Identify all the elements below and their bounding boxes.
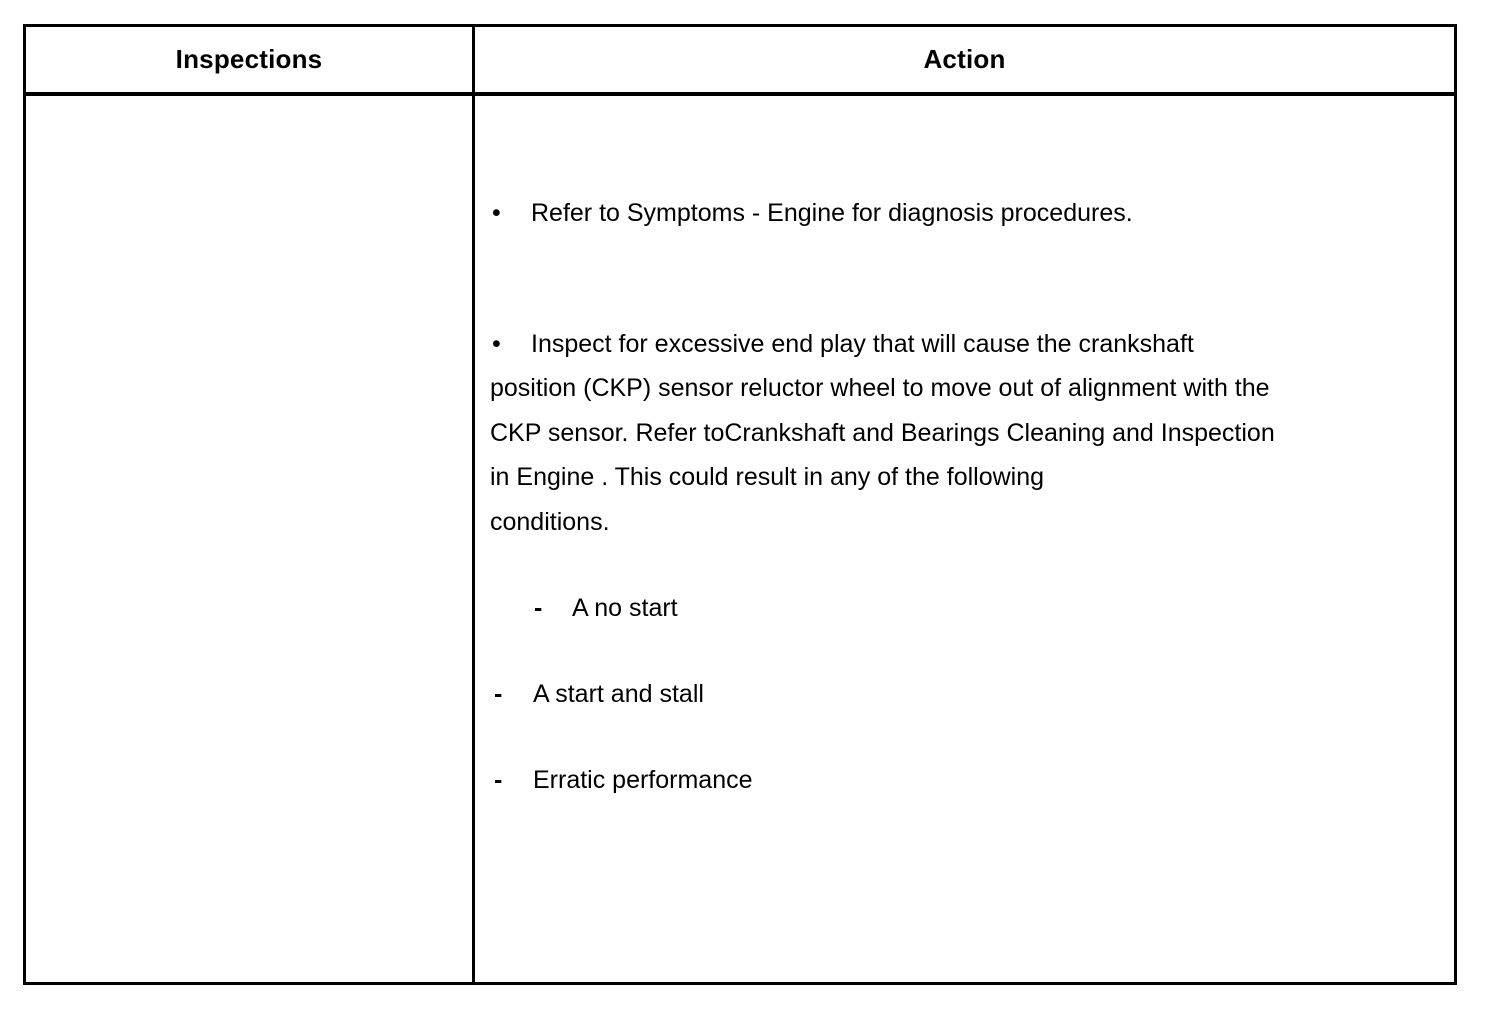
bullet-icon: •	[492, 330, 501, 358]
action-item-2-line-5: conditions.	[490, 508, 610, 536]
dash-icon: -	[494, 680, 503, 708]
table-frame	[23, 24, 1457, 985]
header-divider	[23, 92, 1457, 96]
condition-item: A no start	[572, 594, 678, 622]
dash-icon: -	[494, 766, 503, 794]
condition-item: Erratic performance	[533, 766, 753, 794]
header-inspections: Inspections	[175, 44, 323, 74]
action-item-2-line-3: CKP sensor. Refer toCrankshaft and Bearings Cleaning and Inspection	[490, 419, 1275, 447]
action-item-2-line-4: in Engine . This could result in any of the following	[490, 463, 1045, 491]
action-item-2-line-1: Inspect for excessive end play that will cause the crankshaft	[531, 330, 1194, 358]
dash-icon: -	[534, 594, 543, 622]
condition-item: A start and stall	[533, 680, 704, 708]
bullet-icon: •	[492, 199, 501, 227]
header-action: Action	[923, 44, 1006, 74]
column-divider	[472, 24, 475, 985]
action-item-2-line-2: position (CKP) sensor reluctor wheel to move out of alignment with the	[490, 374, 1270, 402]
action-item-1: Refer to Symptoms - Engine for diagnosis procedures.	[531, 199, 1133, 227]
